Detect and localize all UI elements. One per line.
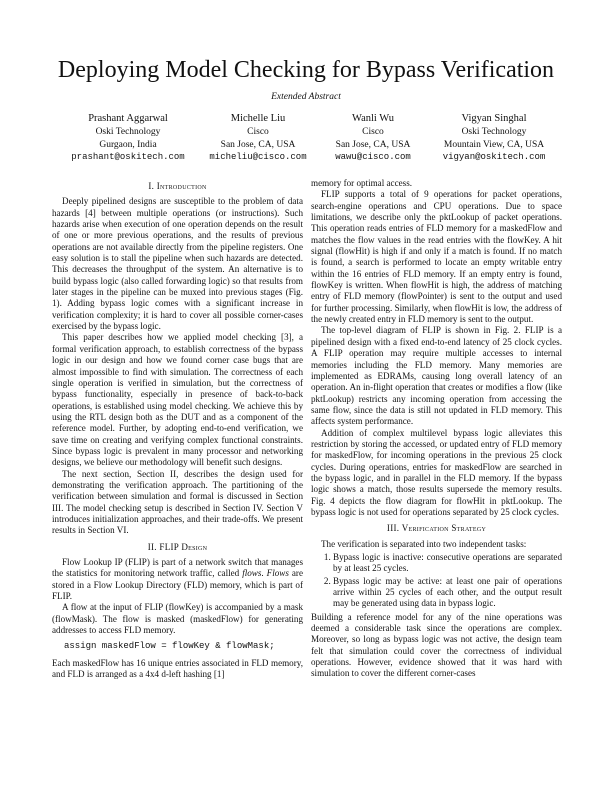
paragraph: This paper describes how we applied model checking [3], a formal verification approach, to establish correctness of the bypass logic in our design and how we found corner case bugs that are almost impossible to find with simulation. The correctness of each single operation is verified in simulation, but the correctness of bypass functionality, especially in presence of back-to-back operations, is established using model checking. We achieve this by using the RTL design both as the DUT and as a component of the reference model. Further, by adopting end-to-end verification, we save time on creating and verifying complex functional constraints. Since bypass logic is prevalent in many processor and networking designs, we believe our methodology will benefit such designs. <box>52 332 303 468</box>
author-name: Michelle Liu <box>230 113 286 124</box>
author-block <box>428 112 560 164</box>
left-column <box>52 176 303 680</box>
section-heading-flip-design: II. FLIP Design <box>147 541 208 552</box>
task-list <box>311 552 562 610</box>
paragraph: Building a reference model for any of the nine operations was deemed a considerable task since the operations are complex. Moreover, so long as bypass logic was not active, the design team felt that simulation could cover the correctness of individual operations. However, evidence showed that it was hard with simulation to cover the different corner-cases <box>311 611 562 679</box>
paragraph: Deeply pipelined designs are susceptible to the problem of data hazards [4] between multiple operations (or instructions). Such hazards arise when execution of one operation depends on the result of one or more previous operations, and the results of previous operations are not available directly from the pipeline registers. One easy solution is to stall the pipeline when such hazards are detected. This decreases the throughput of the system. An alternative is to build bypass logic (also called forwarding logic) so that results from later stages in the pipeline can be muxed into previous stages (Fig. 1). Adding bypass logic comes with a significant increase in verification complexity; it is hard to cover all possible corner-cases exercised by the bypass logic. <box>52 196 303 332</box>
author-location: Mountain View, CA, USA <box>443 139 545 150</box>
author-name: Wanli Wu <box>352 113 394 124</box>
author-org: Cisco <box>247 127 269 137</box>
paragraph: Flow Lookup IP (FLIP) is part of a network switch that manages the statistics for monitoring network traffic, called flows. Flows are stored in a Flow Lookup Directory (FLD) memory, which is part of FLIP. <box>52 557 303 602</box>
paragraph: Each maskedFlow has 16 unique entries associated in FLD memory, and FLD is arranged as a 4x4 d-left hashing [1] <box>52 657 303 680</box>
author-location: Gurgaon, India <box>99 139 157 150</box>
author-org: Oski Technology <box>95 127 161 137</box>
paper-subtitle: Extended Abstract <box>271 92 341 102</box>
author-org: Oski Technology <box>461 127 527 137</box>
section-heading-introduction: I. Introduction <box>148 181 207 191</box>
paper-title: Deploying Model Checking for Bypass Verification <box>57 57 555 83</box>
author-block <box>198 112 318 164</box>
author-name: Prashant Aggarwal <box>88 113 168 124</box>
right-column <box>311 178 562 680</box>
author-block <box>318 112 428 164</box>
section-heading-verification-strategy: III. Verification Strategy <box>386 523 487 534</box>
paragraph: The verification is separated into two independent tasks: <box>321 538 527 549</box>
list-item: 2. Bypass logic may be active: at least one pair of operations arrive within 25 cycles of each other, and the output result may be generated using data in bypass logic. <box>333 576 562 610</box>
author-email[interactable]: micheliu@cisco.com <box>209 152 307 162</box>
paragraph: Addition of complex multilevel bypass logic alleviates this restriction by storing the accessed, or updated entry of FLD memory for maskedFlow, for incoming operations in the previous 25 clock cycles. During operations, entries for maskedFlow are searched in the bypass logic, and in parallel in the FLD memory. If the bypass logic shows a match, those results supersede the memory results. Fig. 4 depicts the flow diagram for flowHit in pktLookup. The bypass logic is not used for operations separated by 25 clock cycles. <box>311 427 562 517</box>
list-item: 1. Bypass logic is inactive: consecutive operations are separated by at least 25 cycles. <box>333 552 562 575</box>
author-email[interactable]: prashant@oskitech.com <box>71 152 185 162</box>
paragraph: memory for optimal access. <box>311 178 413 188</box>
author-location: San Jose, CA, USA <box>335 139 411 150</box>
code-line: assign maskedFlow = flowKey & flowMask; <box>64 641 275 652</box>
author-email[interactable]: wawu@cisco.com <box>335 152 411 162</box>
paragraph: A flow at the input of FLIP (flowKey) is accompanied by a mask (flowMask). The flow is masked (maskedFlow) for generating addresses to access FLD memory. <box>52 602 303 636</box>
paragraph: The top-level diagram of FLIP is shown in Fig. 2. FLIP is a pipelined design with a fixed end-to-end latency of 25 clock cycles. A FLIP operation may require multiple accesses to internal memories including the FLD memory. Many memories are implemented as EDRAMs, causing long overall latency of an operation. An in-flight operation that creates or modifies a flow (like pktLookup) restricts any incoming operation from accessing the same flow, since the data is still not updated in FLD memory. This affects system performance. <box>311 325 562 427</box>
author-org: Cisco <box>362 127 384 137</box>
paragraph: FLIP supports a total of 9 operations for packet operations, search-engine operations and CPU operations. Due to space limitations, we describe only the pktLookup of packet operations. This operation reads entries of FLD memory for a maskedFlow and matches the flow values in the read entries with the flowKey. A hit signal (flowHit) is high if and only if a match is found. If no match is found, a search is performed to locate an empty writable entry within the 16 entries of FLD memory. If an empty entry is found, flowKey is written. When flowHit is high, the address of matching entry of FLD memory (flowPointer) is sent to the output and used for further processing. Similarly, when flowHit is low, the address of the newly created entry in FLD memory is sent to the output. <box>311 189 562 325</box>
author-email[interactable]: vigyan@oskitech.com <box>442 152 546 162</box>
author-block <box>58 112 198 164</box>
author-location: San Jose, CA, USA <box>220 139 296 150</box>
paragraph: The next section, Section II, describes the design used for demonstrating the verification approach. The partitioning of the verification between simulation and formal is discussed in Section III. The model checking setup is described in Section IV. Section V introduces initialization approaches, and their trade-offs. We present results in Section VI. <box>52 468 303 536</box>
author-name: Vigyan Singhal <box>461 113 527 124</box>
